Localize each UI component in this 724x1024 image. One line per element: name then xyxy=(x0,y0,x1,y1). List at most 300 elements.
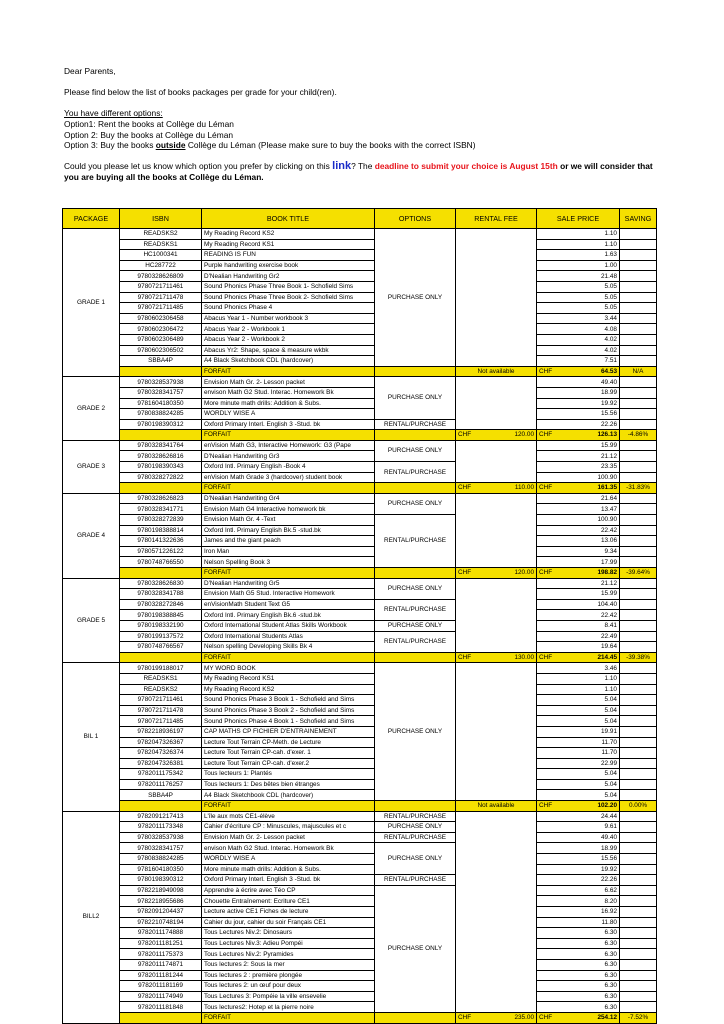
rental-fee-total: 235.00 xyxy=(474,1012,537,1023)
option-cell: RENTAL/PURCHASE xyxy=(375,832,456,843)
rental-currency: CHF xyxy=(456,1012,474,1023)
sale-price-cell: 19.92 xyxy=(537,864,620,875)
book-title-cell: Sound Phonics Phase 3 Book 2 - Schofield and Sims xyxy=(202,705,375,716)
isbn-cell: 9782011175342 xyxy=(120,769,202,780)
header-saving: SAVING xyxy=(620,209,657,229)
table-row xyxy=(63,515,657,526)
book-title-cell: D'Nealian Handwriting Gr5 xyxy=(202,578,375,589)
sale-price-cell: 6.30 xyxy=(537,981,620,992)
isbn-cell: 9780748766550 xyxy=(120,557,202,568)
book-title-cell: Envision Math Gr. 2- Lesson packet xyxy=(202,832,375,843)
isbn-cell: 9780199188017 xyxy=(120,663,202,674)
forfait-row xyxy=(63,652,657,663)
sale-price-cell: 21.12 xyxy=(537,451,620,462)
table-row xyxy=(63,324,657,335)
book-title-cell: D'Nealian Handwriting Gr3 xyxy=(202,451,375,462)
option-3-prefix: Option 3: Buy the books xyxy=(64,140,156,151)
table-row xyxy=(63,409,657,420)
rental-fee-total: 120.00 xyxy=(474,568,537,579)
book-title-cell: READING IS FUN xyxy=(202,250,375,261)
table-row xyxy=(63,938,657,949)
book-title-cell: Iron Man xyxy=(202,546,375,557)
intro-text: Please find below the list of books packages per grade for your child(ren). xyxy=(64,87,337,98)
saving-cell xyxy=(620,684,657,695)
sale-price-total: 254.12 xyxy=(555,1012,620,1023)
sale-price-cell: 18.99 xyxy=(537,387,620,398)
forfait-row xyxy=(63,366,657,377)
saving-cell xyxy=(620,811,657,822)
option-3 xyxy=(64,140,664,151)
table-row xyxy=(63,970,657,981)
saving-total: N/A xyxy=(620,366,657,377)
isbn-cell: 9780748766567 xyxy=(120,642,202,653)
table-row xyxy=(63,684,657,695)
isbn-cell: 9780328272822 xyxy=(120,472,202,483)
saving-cell xyxy=(620,875,657,886)
table-row xyxy=(63,663,657,674)
book-title-cell: Cahier d'écriture CP : Minuscules, majuscules et c xyxy=(202,822,375,833)
isbn-cell: 9780838824285 xyxy=(120,854,202,865)
isbn-cell: READSKS1 xyxy=(120,239,202,250)
isbn-cell: 9780721711478 xyxy=(120,292,202,303)
sale-price-cell: 15.99 xyxy=(537,589,620,600)
book-title-cell: Oxford Intl. Primary English Bk.6 -stud.bk xyxy=(202,610,375,621)
sale-price-cell: 6.30 xyxy=(537,938,620,949)
sale-price-cell: 13.47 xyxy=(537,504,620,515)
option-cell: PURCHASE ONLY xyxy=(375,440,456,461)
isbn-cell: 9780721711461 xyxy=(120,695,202,706)
option-cell: PURCHASE ONLY xyxy=(375,493,456,514)
forfait-options-cell xyxy=(375,652,456,663)
deadline-text: deadline to submit your choice is August 15th xyxy=(374,161,558,172)
sale-price-cell: 13.06 xyxy=(537,536,620,547)
book-title-cell: Abacus Yr2: Shape, space & measure wkbk xyxy=(202,345,375,356)
book-title-cell: Tous Lectures Niv.3: Adieu Pompéi xyxy=(202,938,375,949)
rental-currency: CHF xyxy=(456,483,474,494)
table-row xyxy=(63,398,657,409)
isbn-cell: 9780328272846 xyxy=(120,599,202,610)
table-row xyxy=(63,451,657,462)
book-title-cell: More minute math drills: Addition & Subs. xyxy=(202,398,375,409)
isbn-cell: 9780328341764 xyxy=(120,440,202,451)
book-title-cell: Sound Phonics Phase 4 Book 1 - Schofield and Sims xyxy=(202,716,375,727)
saving-cell xyxy=(620,896,657,907)
sale-price-cell: 5.05 xyxy=(537,303,620,314)
isbn-cell: 9782218955686 xyxy=(120,896,202,907)
sale-price-cell: 100.90 xyxy=(537,472,620,483)
sale-price-cell: 100.90 xyxy=(537,515,620,526)
package-name: BIL 1 xyxy=(63,663,120,811)
table-row xyxy=(63,620,657,631)
saving-cell xyxy=(620,949,657,960)
table-row xyxy=(63,875,657,886)
table-row xyxy=(63,313,657,324)
saving-cell xyxy=(620,546,657,557)
table-row xyxy=(63,303,657,314)
rental-fee-cell xyxy=(456,663,537,801)
saving-cell xyxy=(620,864,657,875)
sale-price-cell: 8.41 xyxy=(537,620,620,631)
isbn-cell: READSKS2 xyxy=(120,229,202,240)
isbn-cell: 9780198388814 xyxy=(120,525,202,536)
isbn-cell: 9780721711485 xyxy=(120,716,202,727)
table-row xyxy=(63,726,657,737)
option-cell: PURCHASE ONLY xyxy=(375,377,456,419)
isbn-cell: 9780198390343 xyxy=(120,462,202,473)
saving-cell xyxy=(620,663,657,674)
saving-cell xyxy=(620,493,657,504)
isbn-cell: 9782218936197 xyxy=(120,726,202,737)
table-row xyxy=(63,928,657,939)
saving-cell xyxy=(620,229,657,240)
rental-fee-cell xyxy=(456,377,537,430)
sale-currency: CHF xyxy=(537,1012,555,1023)
table-row xyxy=(63,525,657,536)
forfait-row xyxy=(63,568,657,579)
saving-cell xyxy=(620,599,657,610)
table-row xyxy=(63,271,657,282)
saving-cell xyxy=(620,779,657,790)
rental-fee-total: 130.00 xyxy=(474,652,537,663)
isbn-cell: 9780602306502 xyxy=(120,345,202,356)
books-table-body xyxy=(63,229,657,1024)
rental-fee-cell xyxy=(456,493,537,567)
isbn-cell: HC1000341 xyxy=(120,250,202,261)
saving-cell xyxy=(620,959,657,970)
sale-price-cell: 22.26 xyxy=(537,875,620,886)
isbn-cell: SBBA4P xyxy=(120,356,202,367)
table-row xyxy=(63,642,657,653)
book-title-cell: Tous lectures 2 : première plongée xyxy=(202,970,375,981)
isbn-cell: 9782011174888 xyxy=(120,928,202,939)
sale-price-cell: 8.20 xyxy=(537,896,620,907)
option-3-suffix: Collège du Léman (Please make sure to buy the books with the correct ISBN) xyxy=(185,140,476,151)
forfait-options-cell xyxy=(375,1012,456,1023)
saving-cell xyxy=(620,419,657,430)
sale-price-cell: 15.56 xyxy=(537,854,620,865)
isbn-cell: READSKS2 xyxy=(120,684,202,695)
saving-cell xyxy=(620,885,657,896)
table-row xyxy=(63,758,657,769)
sale-price-cell: 1.10 xyxy=(537,239,620,250)
sale-price-cell: 4.02 xyxy=(537,334,620,345)
table-row xyxy=(63,1002,657,1013)
isbn-cell: 9782091217413 xyxy=(120,811,202,822)
isbn-cell: 9782218949098 xyxy=(120,885,202,896)
table-row xyxy=(63,472,657,483)
rental-fee-total: Not available xyxy=(456,366,537,377)
saving-cell xyxy=(620,705,657,716)
saving-cell xyxy=(620,737,657,748)
option-cell: RENTAL/PURCHASE xyxy=(375,515,456,568)
book-title-cell: enVision Math Grade 3 (hardcover) student book xyxy=(202,472,375,483)
forfait-label: FORFAIT xyxy=(202,1012,375,1023)
forfait-options-cell xyxy=(375,430,456,441)
sale-price-cell: 5.04 xyxy=(537,705,620,716)
forfait-label: FORFAIT xyxy=(202,483,375,494)
saving-cell xyxy=(620,917,657,928)
forfait-row xyxy=(63,801,657,812)
book-title-cell: My Reading Record KS1 xyxy=(202,239,375,250)
sale-price-cell: 15.99 xyxy=(537,440,620,451)
book-title-cell: Nelson spelling Developing Skills Bk 4 xyxy=(202,642,375,653)
rental-fee-total: 110.00 xyxy=(474,483,537,494)
saving-cell xyxy=(620,250,657,261)
book-title-cell: D'Nealian Handwriting Gr4 xyxy=(202,493,375,504)
forfait-row xyxy=(63,430,657,441)
saving-cell xyxy=(620,356,657,367)
table-row xyxy=(63,557,657,568)
forfait-label: FORFAIT xyxy=(202,568,375,579)
isbn-cell: 9780328272839 xyxy=(120,515,202,526)
sale-price-total: 198.82 xyxy=(555,568,620,579)
sale-price-cell: 21.48 xyxy=(537,271,620,282)
sale-price-cell: 5.04 xyxy=(537,769,620,780)
sale-price-cell: 5.05 xyxy=(537,281,620,292)
table-row xyxy=(63,229,657,240)
book-title-cell: James and the giant peach xyxy=(202,536,375,547)
table-row xyxy=(63,578,657,589)
sale-price-cell: 19.91 xyxy=(537,726,620,737)
isbn-cell: READSKS1 xyxy=(120,673,202,684)
saving-cell xyxy=(620,536,657,547)
sale-price-cell: 6.30 xyxy=(537,959,620,970)
table-row xyxy=(63,885,657,896)
choice-prefix: Could you please let us know which option you prefer by clicking on this xyxy=(64,161,333,172)
sale-price-total: 161.35 xyxy=(555,483,620,494)
sale-price-cell: 1.10 xyxy=(537,673,620,684)
saving-cell xyxy=(620,716,657,727)
sale-price-cell: 6.30 xyxy=(537,1002,620,1013)
sale-price-cell: 17.99 xyxy=(537,557,620,568)
isbn-cell: 9780199137572 xyxy=(120,631,202,642)
table-row xyxy=(63,589,657,600)
saving-cell xyxy=(620,970,657,981)
saving-cell xyxy=(620,398,657,409)
book-title-cell: My Reading Record KS2 xyxy=(202,229,375,240)
option-2: Option 2: Buy the books at Collège du Léman xyxy=(64,129,234,140)
book-title-cell: Lecture Tout Terrain CP-cah. d'exer. 1 xyxy=(202,748,375,759)
sale-price-cell: 1.10 xyxy=(537,229,620,240)
choice-paragraph xyxy=(64,161,664,182)
saving-cell xyxy=(620,748,657,759)
sale-currency: CHF xyxy=(537,483,555,494)
book-title-cell: Tous Lectures Niv.2: Dinosaurs xyxy=(202,928,375,939)
book-title-cell: Abacus Year 1 - Number workbook 3 xyxy=(202,313,375,324)
isbn-cell: 9782011174871 xyxy=(120,959,202,970)
sale-price-cell: 5.04 xyxy=(537,695,620,706)
saving-cell xyxy=(620,1002,657,1013)
package-name: GRADE 3 xyxy=(63,440,120,493)
saving-total: -39.38% xyxy=(620,652,657,663)
saving-cell xyxy=(620,631,657,642)
table-row xyxy=(63,493,657,504)
book-title-cell: Lecture Tout Terrain CP-cah. d'exer.2 xyxy=(202,758,375,769)
isbn-cell: 9781604180350 xyxy=(120,398,202,409)
table-row xyxy=(63,949,657,960)
sale-price-cell: 16.92 xyxy=(537,907,620,918)
isbn-cell: 9782091204437 xyxy=(120,907,202,918)
sale-price-cell: 5.04 xyxy=(537,779,620,790)
book-title-cell: Sound Phonics Phase 4 xyxy=(202,303,375,314)
book-title-cell: D'Nealian Handwriting Gr2 xyxy=(202,271,375,282)
table-row xyxy=(63,981,657,992)
saving-cell xyxy=(620,589,657,600)
package-name: GRADE 2 xyxy=(63,377,120,441)
isbn-cell: 9780328537938 xyxy=(120,832,202,843)
sale-currency: CHF xyxy=(537,652,555,663)
sale-price-cell: 9.61 xyxy=(537,822,620,833)
rental-currency: CHF xyxy=(456,652,474,663)
table-row xyxy=(63,250,657,261)
isbn-cell: 9782011175373 xyxy=(120,949,202,960)
book-title-cell: Envision Math G5 Stud. Interactive Homework xyxy=(202,589,375,600)
sale-price-cell: 49.40 xyxy=(537,832,620,843)
sale-price-cell: 11.80 xyxy=(537,917,620,928)
saving-cell xyxy=(620,260,657,271)
rental-currency: CHF xyxy=(456,430,474,441)
sale-price-cell: 5.05 xyxy=(537,292,620,303)
forfait-label: FORFAIT xyxy=(202,652,375,663)
sale-currency: CHF xyxy=(537,568,555,579)
saving-cell xyxy=(620,907,657,918)
option-1: Option1: Rent the books at Collège du Léman xyxy=(64,118,234,129)
table-row xyxy=(63,843,657,854)
isbn-cell: 9780328626830 xyxy=(120,578,202,589)
sale-price-cell: 3.44 xyxy=(537,313,620,324)
package-name: BILL2 xyxy=(63,811,120,1023)
saving-cell xyxy=(620,271,657,282)
choice-suffix: or we will consider that you are buying all the books at Collège du Léman. xyxy=(64,161,653,182)
sale-price-total: 126.13 xyxy=(555,430,620,441)
saving-cell xyxy=(620,610,657,621)
table-row xyxy=(63,440,657,451)
sale-price-cell: 5.04 xyxy=(537,790,620,801)
table-row xyxy=(63,292,657,303)
book-title-cell: Oxford Intl. Primary English Bk.5 -stud.bk xyxy=(202,525,375,536)
book-title-cell: Cahier du jour, cahier du soir Français CE1 xyxy=(202,917,375,928)
book-title-cell: Sound Phonics Phase 3 Book 1 - Schofield and Sims xyxy=(202,695,375,706)
table-row xyxy=(63,387,657,398)
sale-currency: CHF xyxy=(537,430,555,441)
book-title-cell: Abacus Year 2 - Workbook 1 xyxy=(202,324,375,335)
forfait-label: FORFAIT xyxy=(202,430,375,441)
book-title-cell: Oxford Intl. Primary English -Book 4 xyxy=(202,462,375,473)
sale-price-cell: 24.44 xyxy=(537,811,620,822)
rental-fee-cell xyxy=(456,811,537,1012)
option-3-outside: outside xyxy=(155,140,186,151)
saving-cell xyxy=(620,292,657,303)
saving-cell xyxy=(620,642,657,653)
sale-price-cell: 18.99 xyxy=(537,843,620,854)
option-cell: RENTAL/PURCHASE xyxy=(375,631,456,652)
isbn-cell: 9780198390312 xyxy=(120,875,202,886)
sale-price-cell: 11.70 xyxy=(537,748,620,759)
book-title-cell: Tous lectures 2: un œuf pour deux xyxy=(202,981,375,992)
rental-fee-cell xyxy=(456,578,537,652)
saving-cell xyxy=(620,991,657,1002)
saving-total: -4.86% xyxy=(620,430,657,441)
forfait-isbn-cell xyxy=(120,366,202,377)
book-title-cell: More minute math drills: Addition & Subs. xyxy=(202,864,375,875)
table-header-row xyxy=(63,209,657,229)
table-row xyxy=(63,695,657,706)
isbn-cell: 9780328341771 xyxy=(120,504,202,515)
header-isbn: ISBN xyxy=(120,209,202,229)
table-row xyxy=(63,239,657,250)
table-row xyxy=(63,419,657,430)
saving-cell xyxy=(620,981,657,992)
sale-price-cell: 6.30 xyxy=(537,928,620,939)
header-book-title: BOOK TITLE xyxy=(202,209,375,229)
table-row xyxy=(63,769,657,780)
header-options: OPTIONS xyxy=(375,209,456,229)
saving-cell xyxy=(620,832,657,843)
saving-cell xyxy=(620,451,657,462)
isbn-cell: 9780602306458 xyxy=(120,313,202,324)
header-rental-fee: RENTAL FEE xyxy=(456,209,537,229)
forfait-isbn-cell xyxy=(120,652,202,663)
saving-cell xyxy=(620,726,657,737)
sale-price-cell: 1.00 xyxy=(537,260,620,271)
sale-price-total: 102.20 xyxy=(555,801,620,812)
book-title-cell: Nelson Spelling Book 3 xyxy=(202,557,375,568)
saving-cell xyxy=(620,525,657,536)
forfait-options-cell xyxy=(375,801,456,812)
isbn-cell: 9780602306489 xyxy=(120,334,202,345)
book-title-cell: A4 Black Sketchbook CDL (hardcover) xyxy=(202,356,375,367)
book-title-cell: Chouette Entraînement: Ecriture CE1 xyxy=(202,896,375,907)
book-title-cell: enVisionMath Student Text G5 xyxy=(202,599,375,610)
package-name: GRADE 5 xyxy=(63,578,120,663)
table-row xyxy=(63,907,657,918)
saving-cell xyxy=(620,620,657,631)
isbn-cell: HC287722 xyxy=(120,260,202,271)
isbn-cell: 9780328341757 xyxy=(120,387,202,398)
isbn-cell: 9780721711461 xyxy=(120,281,202,292)
choice-link[interactable]: link xyxy=(332,160,352,173)
isbn-cell: 9782011181244 xyxy=(120,970,202,981)
book-title-cell: Purple handwriting exercise book xyxy=(202,260,375,271)
isbn-cell: 9782011181848 xyxy=(120,1002,202,1013)
sale-price-cell: 4.02 xyxy=(537,345,620,356)
isbn-cell: SBBA4P xyxy=(120,790,202,801)
forfait-options-cell xyxy=(375,568,456,579)
saving-cell xyxy=(620,345,657,356)
sale-price-cell: 15.56 xyxy=(537,409,620,420)
isbn-cell: 9780328341757 xyxy=(120,843,202,854)
sale-price-cell: 4.08 xyxy=(537,324,620,335)
table-row xyxy=(63,917,657,928)
table-row xyxy=(63,281,657,292)
book-title-cell: Tous lecteurs 1: Des bêtes bien étranges xyxy=(202,779,375,790)
table-row xyxy=(63,260,657,271)
table-row xyxy=(63,705,657,716)
table-row xyxy=(63,896,657,907)
greeting: Dear Parents, xyxy=(64,66,116,76)
saving-cell xyxy=(620,843,657,854)
rental-fee-total: Not available xyxy=(456,801,537,812)
forfait-isbn-cell xyxy=(120,430,202,441)
sale-currency: CHF xyxy=(537,801,555,812)
saving-cell xyxy=(620,281,657,292)
option-cell: PURCHASE ONLY xyxy=(375,663,456,801)
table-row xyxy=(63,748,657,759)
isbn-cell: 9782047326367 xyxy=(120,737,202,748)
book-title-cell: Sound Phonics Phase Three Book 1- Schofield Sims xyxy=(202,281,375,292)
sale-price-cell: 7.51 xyxy=(537,356,620,367)
table-row xyxy=(63,832,657,843)
